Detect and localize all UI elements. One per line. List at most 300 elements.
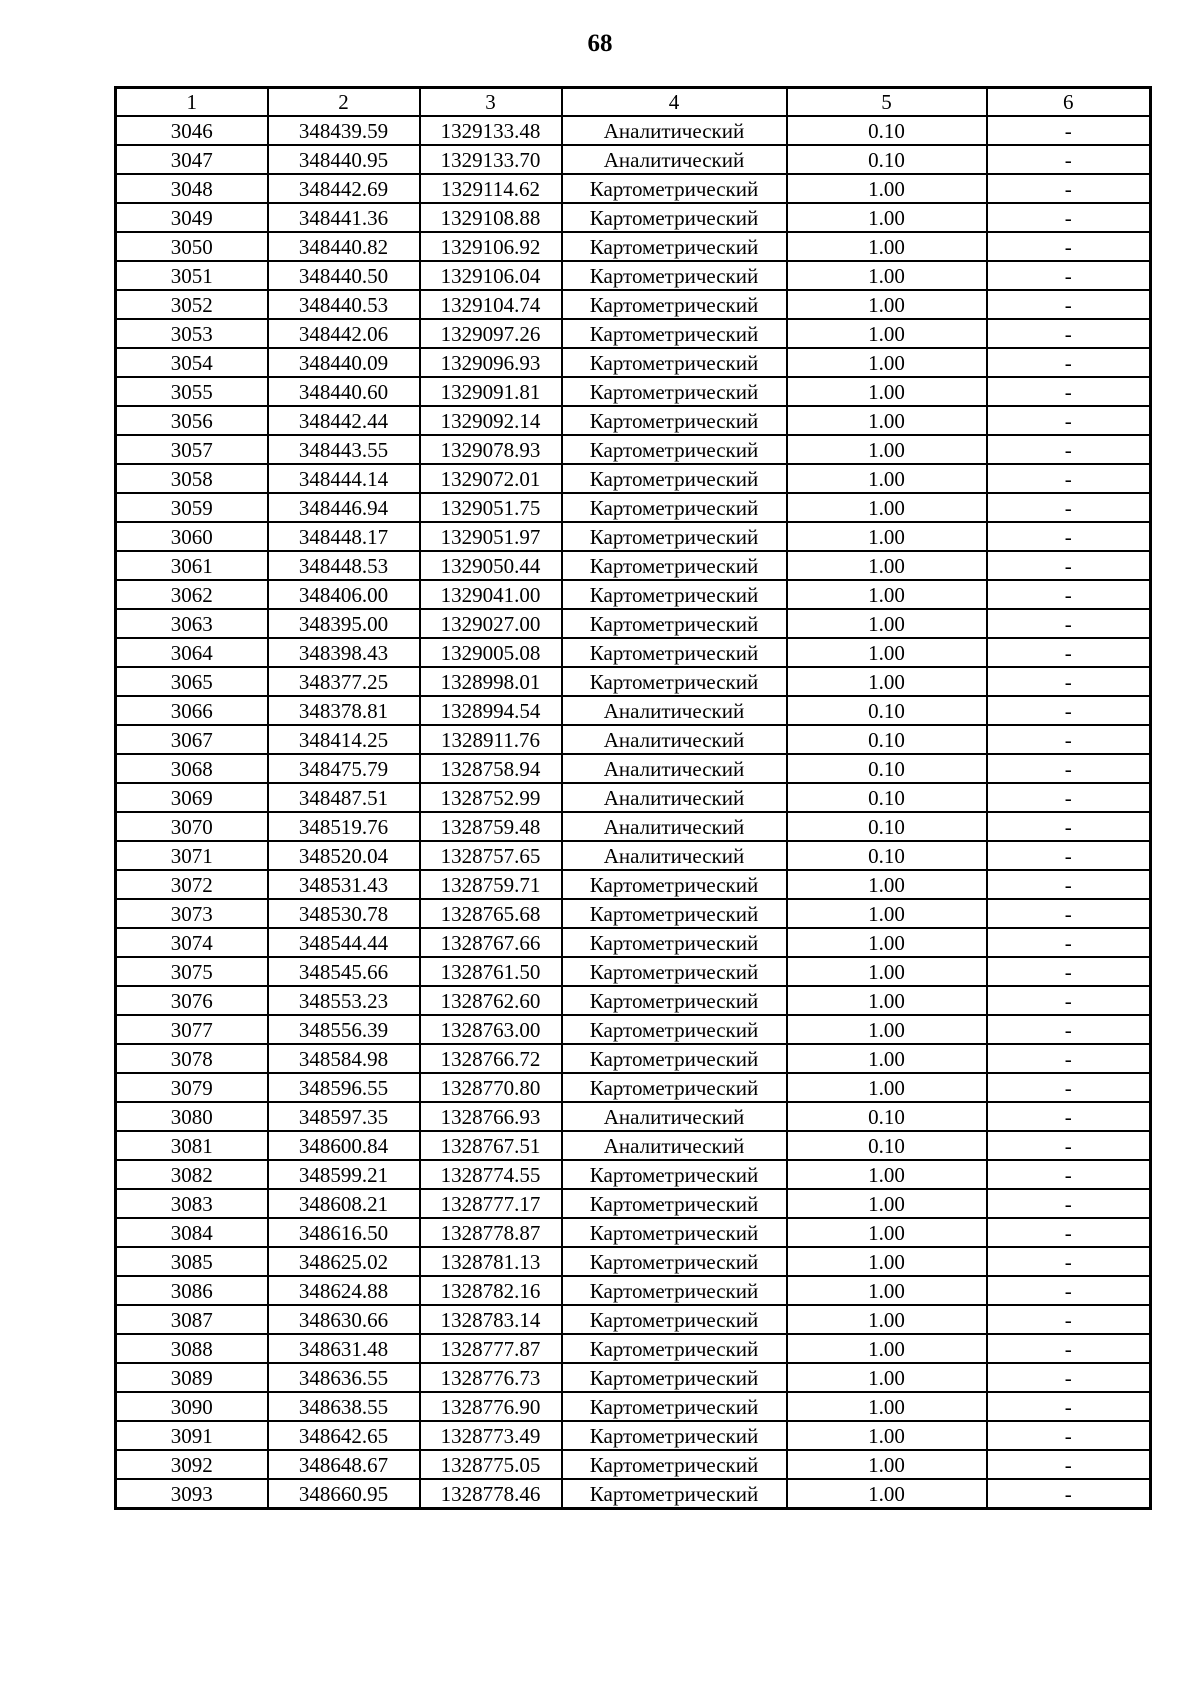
note-cell: - — [987, 1276, 1151, 1305]
table-row — [116, 1218, 1151, 1247]
y-coordinate-cell: 1329108.88 — [420, 203, 562, 232]
accuracy-cell: 0.10 — [787, 116, 987, 145]
note-cell: - — [987, 1479, 1151, 1509]
accuracy-cell: 1.00 — [787, 522, 987, 551]
accuracy-cell: 1.00 — [787, 1421, 987, 1450]
y-coordinate-cell: 1328759.48 — [420, 812, 562, 841]
y-coordinate-cell: 1329106.92 — [420, 232, 562, 261]
point-number-cell: 3048 — [116, 174, 268, 203]
point-number-cell: 3086 — [116, 1276, 268, 1305]
point-number-cell: 3075 — [116, 957, 268, 986]
accuracy-cell: 1.00 — [787, 1218, 987, 1247]
method-cell: Картометрический — [562, 1247, 787, 1276]
note-cell: - — [987, 1305, 1151, 1334]
x-coordinate-cell: 348531.43 — [268, 870, 420, 899]
header-col-6: 6 — [987, 88, 1151, 117]
y-coordinate-cell: 1328774.55 — [420, 1160, 562, 1189]
point-number-cell: 3047 — [116, 145, 268, 174]
y-coordinate-cell: 1329106.04 — [420, 261, 562, 290]
table-row — [116, 435, 1151, 464]
note-cell: - — [987, 464, 1151, 493]
accuracy-cell: 1.00 — [787, 1189, 987, 1218]
note-cell: - — [987, 1160, 1151, 1189]
note-cell: - — [987, 348, 1151, 377]
x-coordinate-cell: 348519.76 — [268, 812, 420, 841]
point-number-cell: 3080 — [116, 1102, 268, 1131]
method-cell: Картометрический — [562, 986, 787, 1015]
y-coordinate-cell: 1329104.74 — [420, 290, 562, 319]
method-cell: Аналитический — [562, 1131, 787, 1160]
point-number-cell: 3059 — [116, 493, 268, 522]
x-coordinate-cell: 348442.44 — [268, 406, 420, 435]
point-number-cell: 3085 — [116, 1247, 268, 1276]
note-cell: - — [987, 319, 1151, 348]
table-row — [116, 841, 1151, 870]
x-coordinate-cell: 348446.94 — [268, 493, 420, 522]
method-cell: Картометрический — [562, 435, 787, 464]
y-coordinate-cell: 1329114.62 — [420, 174, 562, 203]
point-number-cell: 3064 — [116, 638, 268, 667]
y-coordinate-cell: 1329133.48 — [420, 116, 562, 145]
point-number-cell: 3083 — [116, 1189, 268, 1218]
note-cell: - — [987, 754, 1151, 783]
table-row — [116, 928, 1151, 957]
accuracy-cell: 1.00 — [787, 957, 987, 986]
x-coordinate-cell: 348660.95 — [268, 1479, 420, 1509]
table-row — [116, 1421, 1151, 1450]
table-row — [116, 1160, 1151, 1189]
method-cell: Картометрический — [562, 174, 787, 203]
note-cell: - — [987, 1073, 1151, 1102]
y-coordinate-cell: 1329133.70 — [420, 145, 562, 174]
y-coordinate-cell: 1329092.14 — [420, 406, 562, 435]
method-cell: Картометрический — [562, 667, 787, 696]
accuracy-cell: 1.00 — [787, 638, 987, 667]
note-cell: - — [987, 377, 1151, 406]
table-row — [116, 377, 1151, 406]
y-coordinate-cell: 1328758.94 — [420, 754, 562, 783]
method-cell: Картометрический — [562, 377, 787, 406]
method-cell: Аналитический — [562, 783, 787, 812]
method-cell: Картометрический — [562, 957, 787, 986]
y-coordinate-cell: 1329051.75 — [420, 493, 562, 522]
y-coordinate-cell: 1328782.16 — [420, 1276, 562, 1305]
accuracy-cell: 1.00 — [787, 667, 987, 696]
y-coordinate-cell: 1328757.65 — [420, 841, 562, 870]
note-cell: - — [987, 232, 1151, 261]
accuracy-cell: 1.00 — [787, 1392, 987, 1421]
point-number-cell: 3076 — [116, 986, 268, 1015]
y-coordinate-cell: 1329041.00 — [420, 580, 562, 609]
table-row — [116, 667, 1151, 696]
note-cell: - — [987, 609, 1151, 638]
point-number-cell: 3073 — [116, 899, 268, 928]
y-coordinate-cell: 1329072.01 — [420, 464, 562, 493]
method-cell: Картометрический — [562, 406, 787, 435]
x-coordinate-cell: 348442.69 — [268, 174, 420, 203]
table-row — [116, 174, 1151, 203]
method-cell: Картометрический — [562, 522, 787, 551]
table-row — [116, 1131, 1151, 1160]
point-number-cell: 3081 — [116, 1131, 268, 1160]
method-cell: Картометрический — [562, 290, 787, 319]
table-row — [116, 1334, 1151, 1363]
header-col-5: 5 — [787, 88, 987, 117]
table-row — [116, 870, 1151, 899]
x-coordinate-cell: 348439.59 — [268, 116, 420, 145]
x-coordinate-cell: 348448.53 — [268, 551, 420, 580]
x-coordinate-cell: 348584.98 — [268, 1044, 420, 1073]
accuracy-cell: 1.00 — [787, 1479, 987, 1509]
x-coordinate-cell: 348630.66 — [268, 1305, 420, 1334]
method-cell: Картометрический — [562, 493, 787, 522]
point-number-cell: 3089 — [116, 1363, 268, 1392]
y-coordinate-cell: 1329027.00 — [420, 609, 562, 638]
y-coordinate-cell: 1328777.87 — [420, 1334, 562, 1363]
point-number-cell: 3090 — [116, 1392, 268, 1421]
note-cell: - — [987, 1392, 1151, 1421]
table-row — [116, 580, 1151, 609]
x-coordinate-cell: 348475.79 — [268, 754, 420, 783]
table-row — [116, 232, 1151, 261]
x-coordinate-cell: 348616.50 — [268, 1218, 420, 1247]
x-coordinate-cell: 348545.66 — [268, 957, 420, 986]
x-coordinate-cell: 348638.55 — [268, 1392, 420, 1421]
accuracy-cell: 1.00 — [787, 870, 987, 899]
table-row — [116, 609, 1151, 638]
point-number-cell: 3077 — [116, 1015, 268, 1044]
accuracy-cell: 1.00 — [787, 928, 987, 957]
method-cell: Картометрический — [562, 319, 787, 348]
y-coordinate-cell: 1328752.99 — [420, 783, 562, 812]
point-number-cell: 3049 — [116, 203, 268, 232]
accuracy-cell: 1.00 — [787, 377, 987, 406]
x-coordinate-cell: 348642.65 — [268, 1421, 420, 1450]
accuracy-cell: 1.00 — [787, 174, 987, 203]
y-coordinate-cell: 1329005.08 — [420, 638, 562, 667]
accuracy-cell: 1.00 — [787, 1044, 987, 1073]
accuracy-cell: 1.00 — [787, 986, 987, 1015]
method-cell: Картометрический — [562, 203, 787, 232]
x-coordinate-cell: 348440.09 — [268, 348, 420, 377]
method-cell: Картометрический — [562, 232, 787, 261]
accuracy-cell: 1.00 — [787, 1015, 987, 1044]
table-row — [116, 1450, 1151, 1479]
point-number-cell: 3067 — [116, 725, 268, 754]
table-row — [116, 638, 1151, 667]
table-row — [116, 1247, 1151, 1276]
point-number-cell: 3070 — [116, 812, 268, 841]
accuracy-cell: 1.00 — [787, 464, 987, 493]
table-row — [116, 1363, 1151, 1392]
y-coordinate-cell: 1328781.13 — [420, 1247, 562, 1276]
table-row — [116, 1102, 1151, 1131]
y-coordinate-cell: 1328767.51 — [420, 1131, 562, 1160]
accuracy-cell: 1.00 — [787, 1073, 987, 1102]
accuracy-cell: 0.10 — [787, 725, 987, 754]
x-coordinate-cell: 348553.23 — [268, 986, 420, 1015]
y-coordinate-cell: 1329097.26 — [420, 319, 562, 348]
note-cell: - — [987, 928, 1151, 957]
x-coordinate-cell: 348625.02 — [268, 1247, 420, 1276]
accuracy-cell: 1.00 — [787, 1363, 987, 1392]
table-row — [116, 1073, 1151, 1102]
y-coordinate-cell: 1328783.14 — [420, 1305, 562, 1334]
x-coordinate-cell: 348631.48 — [268, 1334, 420, 1363]
accuracy-cell: 1.00 — [787, 435, 987, 464]
method-cell: Картометрический — [562, 1044, 787, 1073]
note-cell: - — [987, 986, 1151, 1015]
x-coordinate-cell: 348441.36 — [268, 203, 420, 232]
point-number-cell: 3063 — [116, 609, 268, 638]
note-cell: - — [987, 812, 1151, 841]
note-cell: - — [987, 261, 1151, 290]
method-cell: Аналитический — [562, 696, 787, 725]
y-coordinate-cell: 1329091.81 — [420, 377, 562, 406]
table-row — [116, 783, 1151, 812]
accuracy-cell: 1.00 — [787, 290, 987, 319]
y-coordinate-cell: 1328770.80 — [420, 1073, 562, 1102]
table-row — [116, 116, 1151, 145]
point-number-cell: 3062 — [116, 580, 268, 609]
y-coordinate-cell: 1328775.05 — [420, 1450, 562, 1479]
header-col-3: 3 — [420, 88, 562, 117]
note-cell: - — [987, 290, 1151, 319]
y-coordinate-cell: 1328766.72 — [420, 1044, 562, 1073]
table-row — [116, 261, 1151, 290]
point-number-cell: 3068 — [116, 754, 268, 783]
table-row — [116, 348, 1151, 377]
note-cell: - — [987, 493, 1151, 522]
point-number-cell: 3055 — [116, 377, 268, 406]
point-number-cell: 3078 — [116, 1044, 268, 1073]
point-number-cell: 3060 — [116, 522, 268, 551]
accuracy-cell: 0.10 — [787, 754, 987, 783]
x-coordinate-cell: 348440.60 — [268, 377, 420, 406]
note-cell: - — [987, 1247, 1151, 1276]
x-coordinate-cell: 348444.14 — [268, 464, 420, 493]
table-row — [116, 551, 1151, 580]
method-cell: Аналитический — [562, 1102, 787, 1131]
method-cell: Картометрический — [562, 1218, 787, 1247]
x-coordinate-cell: 348377.25 — [268, 667, 420, 696]
method-cell: Картометрический — [562, 1363, 787, 1392]
table-row — [116, 1479, 1151, 1509]
table-row — [116, 406, 1151, 435]
table-row — [116, 522, 1151, 551]
table-row — [116, 957, 1151, 986]
point-number-cell: 3054 — [116, 348, 268, 377]
y-coordinate-cell: 1328762.60 — [420, 986, 562, 1015]
y-coordinate-cell: 1328994.54 — [420, 696, 562, 725]
y-coordinate-cell: 1328766.93 — [420, 1102, 562, 1131]
note-cell: - — [987, 551, 1151, 580]
x-coordinate-cell: 348544.44 — [268, 928, 420, 957]
y-coordinate-cell: 1328761.50 — [420, 957, 562, 986]
method-cell: Аналитический — [562, 725, 787, 754]
x-coordinate-cell: 348600.84 — [268, 1131, 420, 1160]
point-number-cell: 3052 — [116, 290, 268, 319]
note-cell: - — [987, 841, 1151, 870]
method-cell: Картометрический — [562, 638, 787, 667]
method-cell: Картометрический — [562, 899, 787, 928]
point-number-cell: 3082 — [116, 1160, 268, 1189]
point-number-cell: 3072 — [116, 870, 268, 899]
method-cell: Картометрический — [562, 261, 787, 290]
note-cell: - — [987, 1421, 1151, 1450]
note-cell: - — [987, 406, 1151, 435]
header-col-2: 2 — [268, 88, 420, 117]
point-number-cell: 3091 — [116, 1421, 268, 1450]
note-cell: - — [987, 870, 1151, 899]
method-cell: Картометрический — [562, 464, 787, 493]
table-row — [116, 986, 1151, 1015]
note-cell: - — [987, 667, 1151, 696]
accuracy-cell: 1.00 — [787, 348, 987, 377]
note-cell: - — [987, 1189, 1151, 1218]
point-number-cell: 3069 — [116, 783, 268, 812]
x-coordinate-cell: 348596.55 — [268, 1073, 420, 1102]
y-coordinate-cell: 1328778.46 — [420, 1479, 562, 1509]
accuracy-cell: 1.00 — [787, 1276, 987, 1305]
page-number: 68 — [587, 30, 613, 57]
point-number-cell: 3092 — [116, 1450, 268, 1479]
method-cell: Аналитический — [562, 754, 787, 783]
x-coordinate-cell: 348597.35 — [268, 1102, 420, 1131]
point-number-cell: 3061 — [116, 551, 268, 580]
accuracy-cell: 1.00 — [787, 1160, 987, 1189]
x-coordinate-cell: 348487.51 — [268, 783, 420, 812]
method-cell: Картометрический — [562, 1392, 787, 1421]
y-coordinate-cell: 1328767.66 — [420, 928, 562, 957]
note-cell: - — [987, 638, 1151, 667]
x-coordinate-cell: 348556.39 — [268, 1015, 420, 1044]
x-coordinate-cell: 348406.00 — [268, 580, 420, 609]
point-number-cell: 3046 — [116, 116, 268, 145]
x-coordinate-cell: 348414.25 — [268, 725, 420, 754]
method-cell: Картометрический — [562, 1015, 787, 1044]
header-col-4: 4 — [562, 88, 787, 117]
note-cell: - — [987, 1044, 1151, 1073]
header-row — [116, 88, 1151, 117]
table-row — [116, 754, 1151, 783]
table-row — [116, 696, 1151, 725]
coordinates-table — [114, 86, 1152, 1510]
table-row — [116, 1276, 1151, 1305]
point-number-cell: 3051 — [116, 261, 268, 290]
note-cell: - — [987, 1450, 1151, 1479]
x-coordinate-cell: 348530.78 — [268, 899, 420, 928]
x-coordinate-cell: 348648.67 — [268, 1450, 420, 1479]
note-cell: - — [987, 435, 1151, 464]
header-col-1: 1 — [116, 88, 268, 117]
point-number-cell: 3050 — [116, 232, 268, 261]
accuracy-cell: 1.00 — [787, 1450, 987, 1479]
x-coordinate-cell: 348636.55 — [268, 1363, 420, 1392]
y-coordinate-cell: 1328777.17 — [420, 1189, 562, 1218]
note-cell: - — [987, 957, 1151, 986]
method-cell: Картометрический — [562, 870, 787, 899]
note-cell: - — [987, 580, 1151, 609]
accuracy-cell: 1.00 — [787, 551, 987, 580]
point-number-cell: 3074 — [116, 928, 268, 957]
note-cell: - — [987, 1363, 1151, 1392]
note-cell: - — [987, 116, 1151, 145]
note-cell: - — [987, 725, 1151, 754]
method-cell: Аналитический — [562, 145, 787, 174]
method-cell: Картометрический — [562, 580, 787, 609]
table-row — [116, 145, 1151, 174]
accuracy-cell: 0.10 — [787, 812, 987, 841]
point-number-cell: 3093 — [116, 1479, 268, 1509]
method-cell: Аналитический — [562, 841, 787, 870]
x-coordinate-cell: 348440.82 — [268, 232, 420, 261]
y-coordinate-cell: 1329096.93 — [420, 348, 562, 377]
method-cell: Аналитический — [562, 812, 787, 841]
y-coordinate-cell: 1328776.73 — [420, 1363, 562, 1392]
method-cell: Картометрический — [562, 928, 787, 957]
note-cell: - — [987, 522, 1151, 551]
x-coordinate-cell: 348520.04 — [268, 841, 420, 870]
method-cell: Картометрический — [562, 348, 787, 377]
table-row — [116, 1015, 1151, 1044]
table-row — [116, 899, 1151, 928]
accuracy-cell: 1.00 — [787, 1334, 987, 1363]
method-cell: Картометрический — [562, 609, 787, 638]
point-number-cell: 3065 — [116, 667, 268, 696]
point-number-cell: 3057 — [116, 435, 268, 464]
x-coordinate-cell: 348448.17 — [268, 522, 420, 551]
point-number-cell: 3084 — [116, 1218, 268, 1247]
point-number-cell: 3066 — [116, 696, 268, 725]
accuracy-cell: 1.00 — [787, 493, 987, 522]
x-coordinate-cell: 348440.50 — [268, 261, 420, 290]
method-cell: Картометрический — [562, 1160, 787, 1189]
point-number-cell: 3056 — [116, 406, 268, 435]
method-cell: Картометрический — [562, 1421, 787, 1450]
accuracy-cell: 0.10 — [787, 1131, 987, 1160]
accuracy-cell: 1.00 — [787, 1305, 987, 1334]
note-cell: - — [987, 696, 1151, 725]
x-coordinate-cell: 348608.21 — [268, 1189, 420, 1218]
x-coordinate-cell: 348395.00 — [268, 609, 420, 638]
accuracy-cell: 0.10 — [787, 696, 987, 725]
point-number-cell: 3058 — [116, 464, 268, 493]
note-cell: - — [987, 203, 1151, 232]
table-header — [116, 88, 1151, 117]
method-cell: Картометрический — [562, 1073, 787, 1102]
method-cell: Картометрический — [562, 1450, 787, 1479]
accuracy-cell: 0.10 — [787, 1102, 987, 1131]
x-coordinate-cell: 348440.53 — [268, 290, 420, 319]
x-coordinate-cell: 348599.21 — [268, 1160, 420, 1189]
table-row — [116, 493, 1151, 522]
y-coordinate-cell: 1328911.76 — [420, 725, 562, 754]
table-row — [116, 812, 1151, 841]
note-cell: - — [987, 899, 1151, 928]
y-coordinate-cell: 1328776.90 — [420, 1392, 562, 1421]
accuracy-cell: 1.00 — [787, 1247, 987, 1276]
accuracy-cell: 1.00 — [787, 609, 987, 638]
y-coordinate-cell: 1329050.44 — [420, 551, 562, 580]
x-coordinate-cell: 348398.43 — [268, 638, 420, 667]
note-cell: - — [987, 1334, 1151, 1363]
y-coordinate-cell: 1328778.87 — [420, 1218, 562, 1247]
method-cell: Картометрический — [562, 1305, 787, 1334]
point-number-cell: 3087 — [116, 1305, 268, 1334]
table-row — [116, 203, 1151, 232]
point-number-cell: 3071 — [116, 841, 268, 870]
